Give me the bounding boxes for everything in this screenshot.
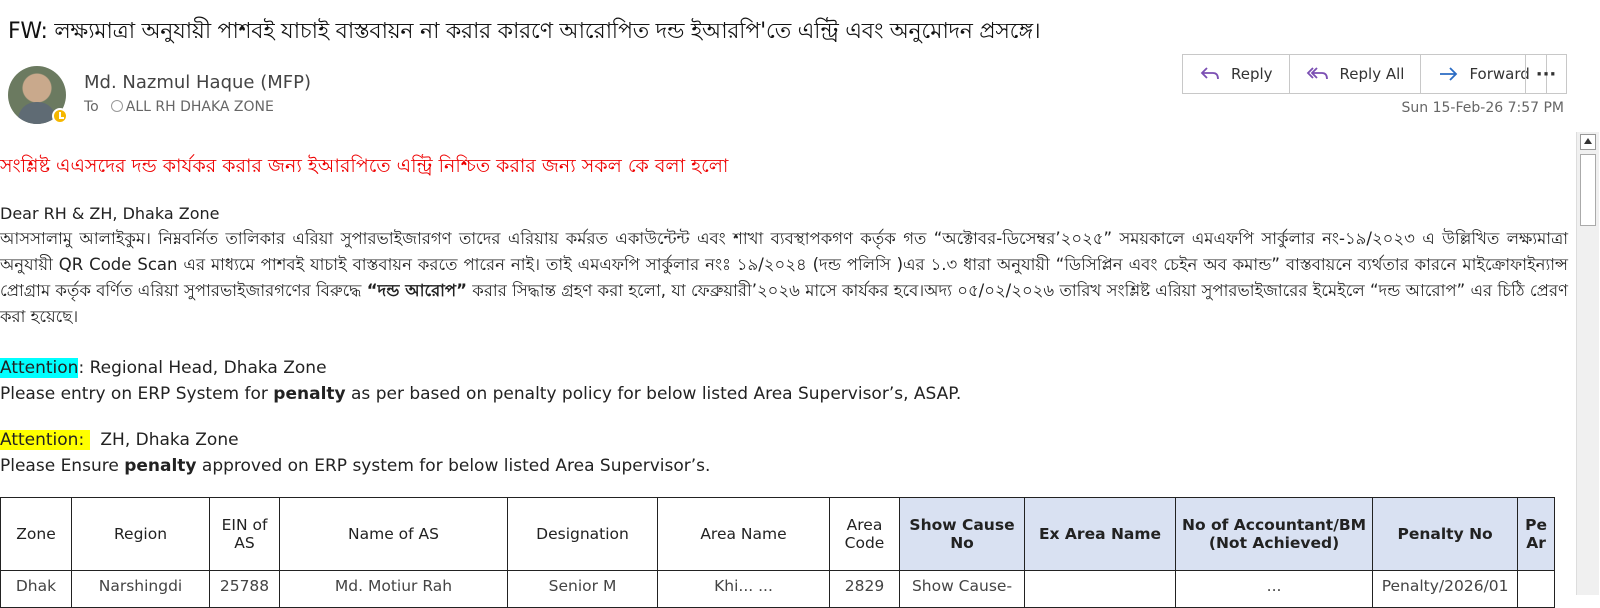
table-cell: 25788 bbox=[210, 571, 280, 608]
table-cell: Penalty/2026/01 bbox=[1373, 571, 1518, 608]
table-header-row bbox=[1, 498, 1555, 571]
email-subject: FW: লক্ষ্যমাত্রা অনুযায়ী পাশবই যাচাই বাস্তবায়ন না করার কারণে আরোপিত দন্ড ইআরপি'তে এন্ট্রি এবং অনুমোদন প্রসঙ্গে। bbox=[8, 19, 1041, 44]
to-label: To bbox=[84, 99, 99, 115]
table-header: No of Accountant/BM (Not Achieved) bbox=[1176, 498, 1373, 571]
reply-button[interactable]: Reply bbox=[1183, 55, 1290, 93]
presence-away-icon bbox=[52, 108, 68, 124]
sender-name[interactable]: Md. Nazmul Haque (MFP) bbox=[84, 72, 311, 93]
table-header: Show Cause No bbox=[900, 498, 1025, 571]
scroll-thumb[interactable] bbox=[1580, 154, 1596, 226]
table-header: Region bbox=[72, 498, 210, 571]
reply-all-button[interactable]: Reply All bbox=[1290, 55, 1422, 93]
attention-zh: Attention: ZH, Dhaka Zone bbox=[0, 430, 239, 450]
table-cell: Khi... ... bbox=[658, 571, 830, 608]
table-header: Zone bbox=[1, 498, 72, 571]
table-header: Ex Area Name bbox=[1025, 498, 1176, 571]
table-row bbox=[1, 571, 1555, 608]
table-cell: Dhak bbox=[1, 571, 72, 608]
forward-button[interactable]: Forward bbox=[1421, 55, 1545, 93]
penalty-table bbox=[0, 497, 1555, 608]
table-cell bbox=[1518, 571, 1555, 608]
attention-label: Attention: bbox=[0, 430, 90, 450]
table-header: EIN of AS bbox=[210, 498, 280, 571]
table-cell: Md. Motiur Rah bbox=[280, 571, 508, 608]
table-header: Name of AS bbox=[280, 498, 508, 571]
instruction-line-1: Please entry on ERP System for penalty as per based on penalty policy for below listed Area Supervisor’s, ASAP. bbox=[0, 384, 962, 404]
table-header: Area Code bbox=[830, 498, 900, 571]
more-actions-button[interactable]: ··· bbox=[1525, 54, 1567, 94]
recipient-presence-icon bbox=[111, 100, 123, 112]
vertical-scrollbar[interactable] bbox=[1576, 132, 1599, 595]
highlight-instruction: সংশ্লিষ্ট এএসদের দন্ড কার্যকর করার জন্য ইআরপিতে এন্ট্রি নিশ্চিত করার জন্য সকল কে বলা হলো bbox=[0, 155, 729, 177]
table-header: Area Name bbox=[658, 498, 830, 571]
table-header: Designation bbox=[508, 498, 658, 571]
message-actions bbox=[1182, 54, 1547, 94]
sent-date: Sun 15-Feb-26 7:57 PM bbox=[1401, 100, 1564, 116]
attention-label: Attention bbox=[0, 358, 79, 378]
recipient-name[interactable]: ALL RH DHAKA ZONE bbox=[125, 99, 274, 115]
forward-icon bbox=[1437, 65, 1459, 83]
table-cell: ... bbox=[1176, 571, 1373, 608]
table-header: Penalty No bbox=[1373, 498, 1518, 571]
table-cell: 2829 bbox=[830, 571, 900, 608]
table-cell bbox=[1025, 571, 1176, 608]
table-cell: Narshingdi bbox=[72, 571, 210, 608]
table-cell: Senior M bbox=[508, 571, 658, 608]
recipient-line bbox=[84, 99, 274, 115]
attention-regional-head: Attention: Regional Head, Dhaka Zone bbox=[0, 358, 327, 378]
reply-all-icon bbox=[1306, 65, 1330, 83]
reply-icon bbox=[1199, 65, 1221, 83]
table-header: Pe Ar bbox=[1518, 498, 1555, 571]
greeting: Dear RH & ZH, Dhaka Zone bbox=[0, 204, 220, 223]
scroll-up-icon[interactable] bbox=[1580, 134, 1596, 150]
body-paragraph: আসসালামু আলাইকুম। নিম্নবর্নিত তালিকার এরিয়া সুপারভাইজারগণ তাদের এরিয়ায় কর্মরত একাউন্টেন্ট এবং শাখা ব্যবস্থাপকগণ কর্তৃক গত “অক্টোবর-ডিসেম্বর’২০২৫” সময়কালে এমএফপি সার্কুলার নং-১৯/২০২৩ এ উল্লিখিত লক্ষ্যমাত্রা অনুযায়ী QR Code Scan এর মাধ্যমে পাশবই যাচাই বাস্তবায়ন করতে পারেন নাই। তাই এমএফপি সার্কুলার নংঃ ১৯/২০২৪ (দন্ড পলিসি )এর ১.৩ ধারা অনুযায়ী “ডিসিপ্লিন এবং চেইন অব কমান্ড” বাস্তবায়নে ব্যর্থতার কারনে মাইক্রোফাইন্যান্স প্রোগ্রাম কর্তৃক বর্ণিত এরিয়া সুপারভাইজারগণের বিরুদ্ধে “দন্ড আরোপ” করার সিদ্ধান্ত গ্রহণ করা হলো, যা ফেব্রুয়ারী’২০২৬ মাসে কার্যকর হবে।অদ্য ০৫/০২/২০২৬ তারিখ সংশ্লিষ্ট এরিয়া সুপারভাইজারের ইমেইলে “দন্ড আরোপ” এর চিঠি প্রেরণ করা হয়েছে। bbox=[0, 229, 1568, 326]
instruction-line-2: Please Ensure penalty approved on ERP system for below listed Area Supervisor’s. bbox=[0, 456, 711, 476]
table-cell: Show Cause- bbox=[900, 571, 1025, 608]
